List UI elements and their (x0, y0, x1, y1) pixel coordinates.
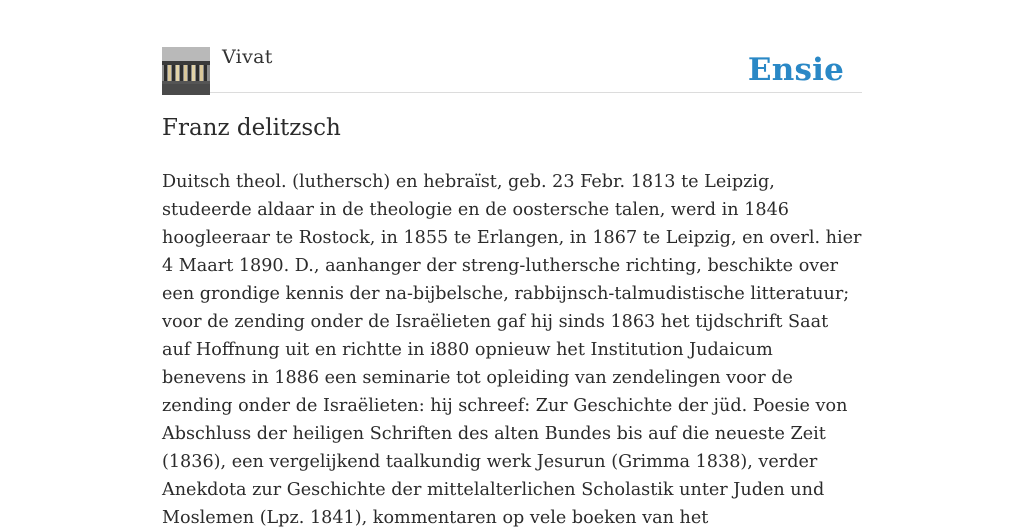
article-body: Duitsch theol. (luthersch) en hebraïst, geb. 23 Febr. 1813 te Leipzig, studeerde aldaar in de theologie en de oostersche talen, werd in 1846 hoogleeraar te Rostock, in 1855 te Erlangen, in 1867 te Leipzig, en overl. hier 4 Maart 1890. D., aanhanger der streng-luthersche richting, beschikte over een grondige kennis der na-bijbelsche, rabbijnsch-talmudistische litteratuur; voor de zending onder de Israëlieten gaf hij sinds 1863 het tijdschrift Saat auf Hoffnung uit en richtte in i880 opnieuw het Institution Judaicum benevens in 1886 een seminarie tot opleiding van zendelingen voor de zending onder de Israëlieten: hij schreef: Zur Geschichte der jüd. Poesie von Abschluss der heiligen Schriften des alten Bundes bis auf die neueste Zeit (1836), een vergelijkend taalkundig werk Jesurun (Grimma 1838), verder Anekdota zur Geschichte der mittelalterlichen Scholastik unter Juden und Moslemen (Lpz. 1841), kommentaren op vele boeken van het (162, 172, 862, 528)
site-header (162, 46, 862, 93)
page-title: Franz delitzsch (162, 115, 341, 141)
brand-logo[interactable]: Ensie (747, 52, 844, 88)
source-avatar[interactable] (162, 47, 210, 95)
bookshelf-avatar-icon (162, 47, 210, 95)
source-name[interactable]: Vivat (222, 46, 273, 68)
article-page (162, 0, 862, 528)
